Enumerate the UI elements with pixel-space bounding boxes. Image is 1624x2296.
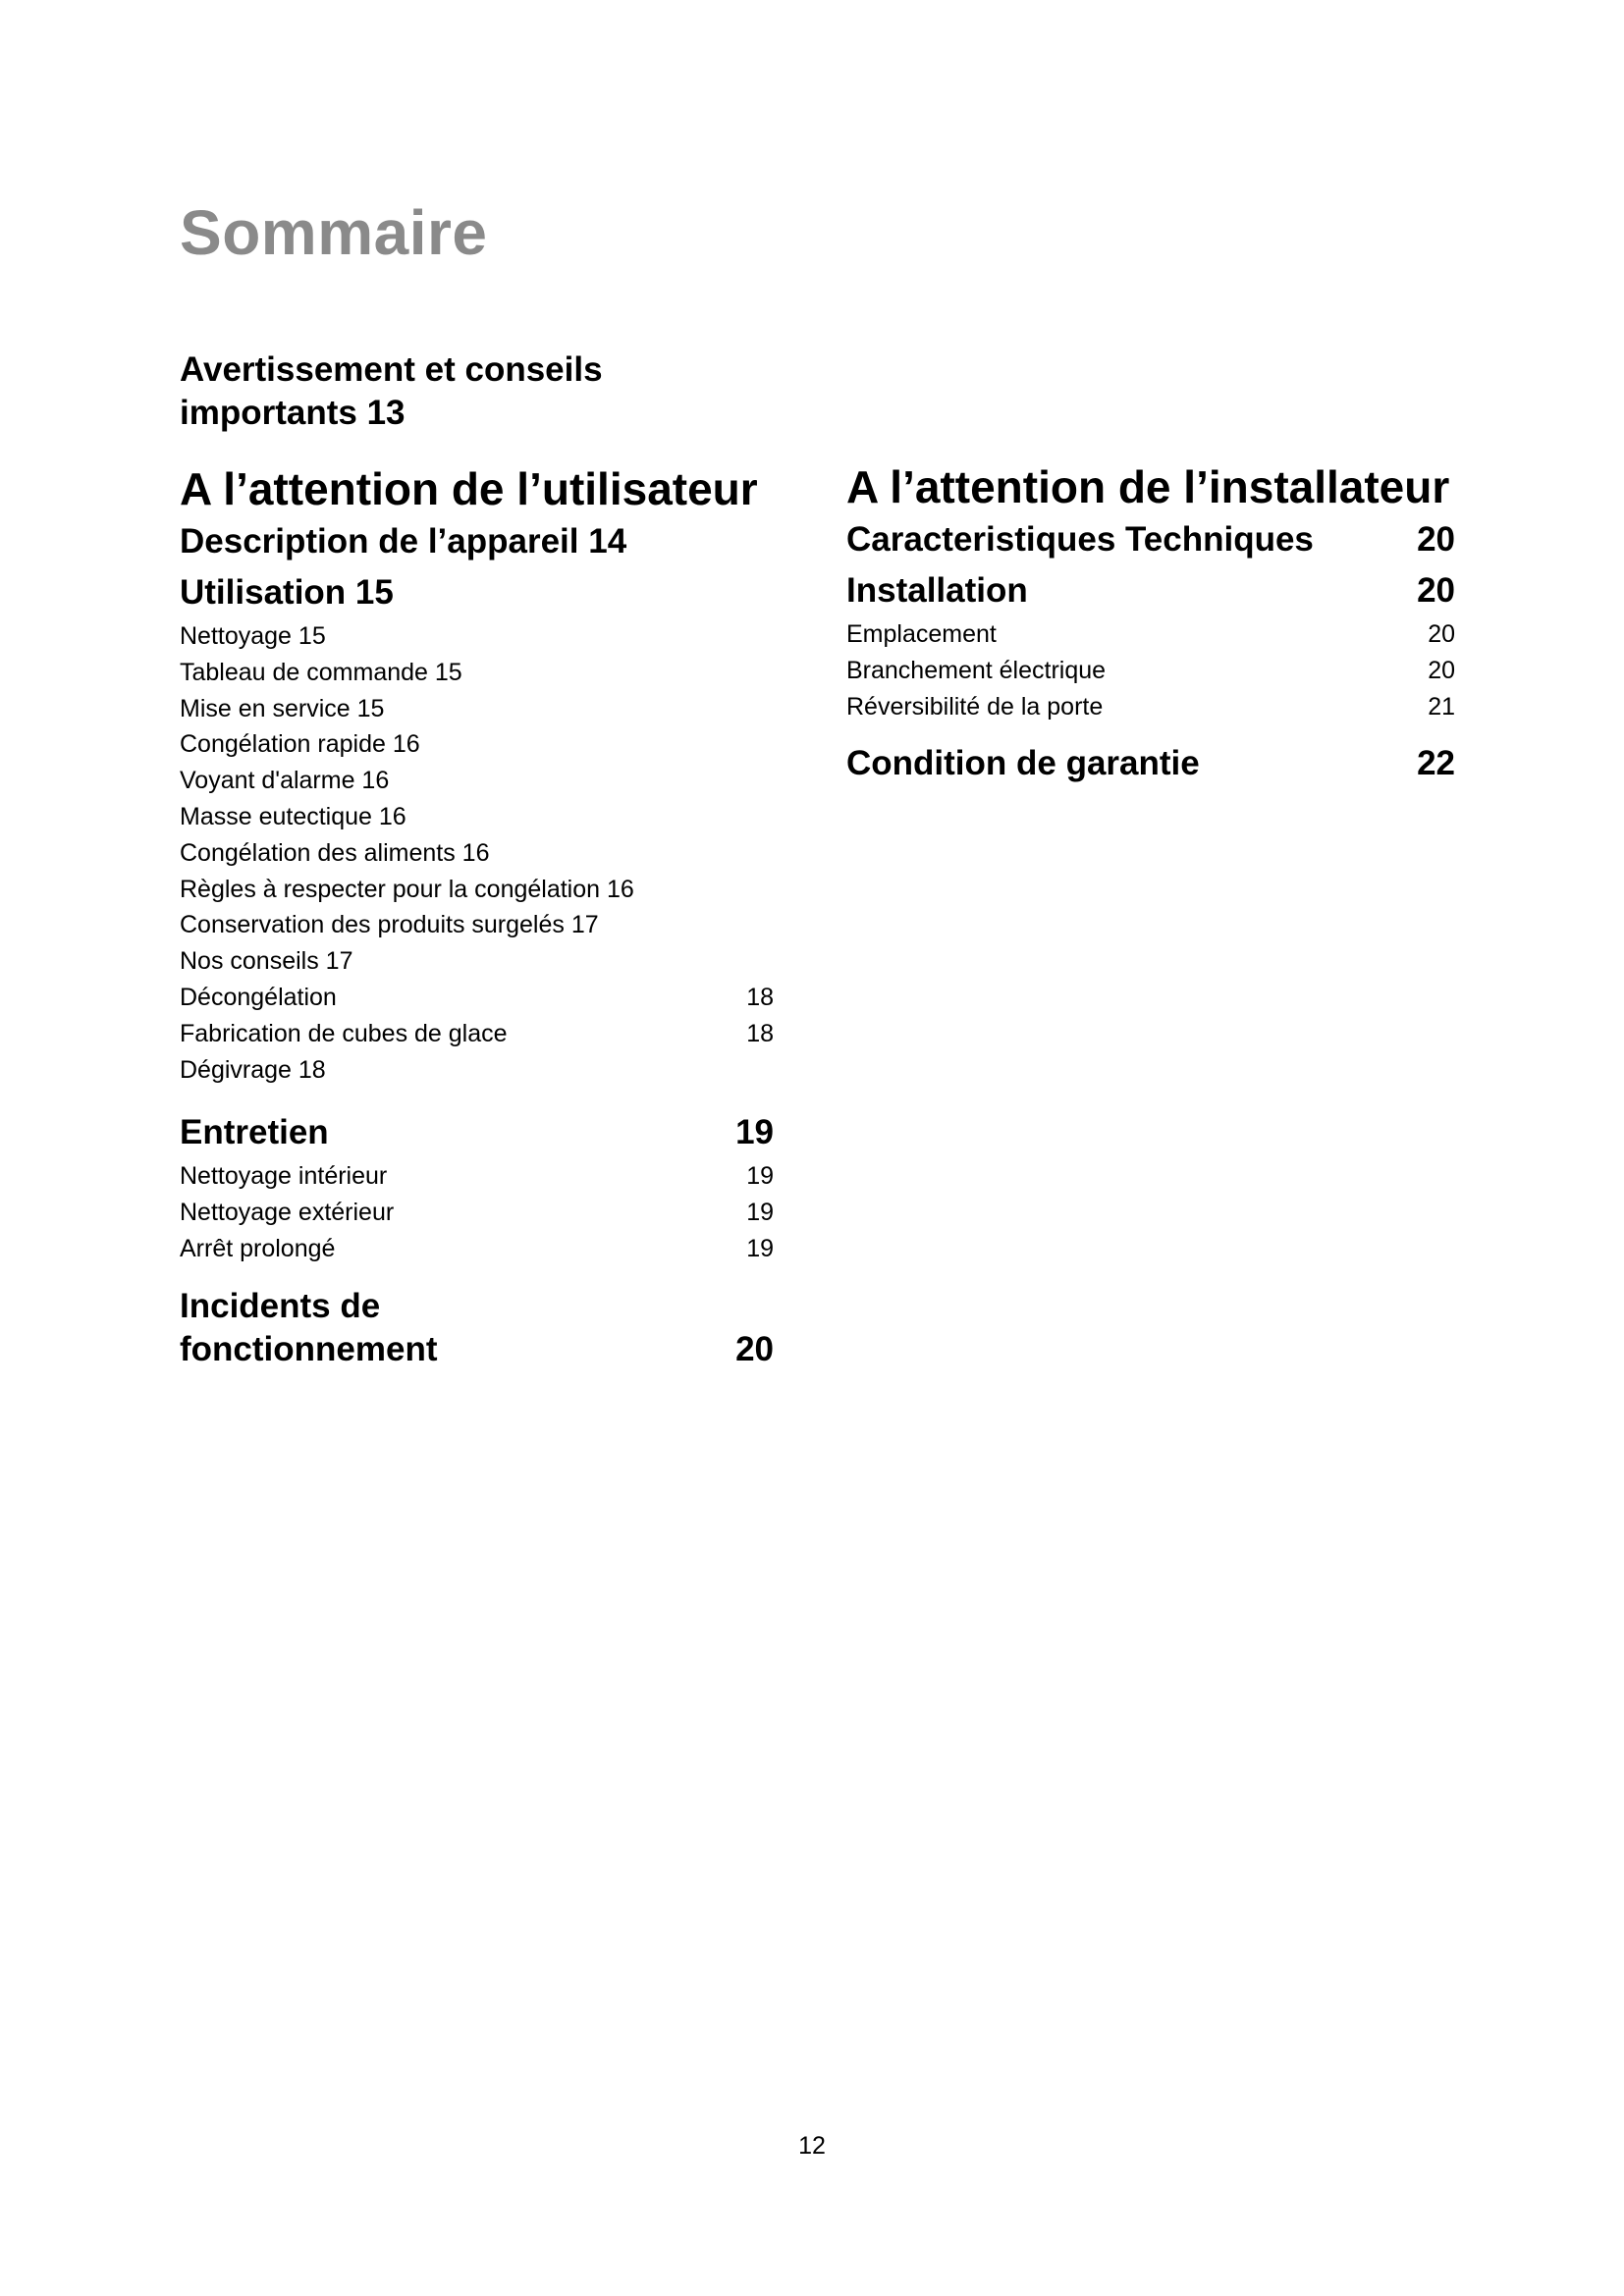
toc-entry-page: 20 [1417,571,1455,610]
toc-subentry[interactable] [180,763,774,799]
toc-entry-garantie[interactable] [846,738,1455,789]
toc-subentry[interactable] [180,691,774,727]
part-heading-installateur: A l’attention de l’installateur [846,461,1450,512]
toc-subentry-page: 19 [746,1199,774,1227]
toc-subentry-page: 18 [746,983,774,1011]
toc-subentry-label: Nettoyage intérieur [180,1162,388,1191]
toc-entry-entretien[interactable] [180,1107,774,1158]
toc-subentry[interactable] [180,835,774,872]
toc-subentry[interactable] [180,1158,774,1195]
toc-list-entretien [180,1158,774,1266]
toc-subentry-label: Fabrication de cubes de glace [180,1019,508,1047]
toc-entry-avertissement[interactable]: Avertissement et conseils importants 13 [180,350,603,432]
toc-subentry-page: 19 [746,1234,774,1262]
toc-entry-page: 20 [1417,520,1455,559]
toc-subentry[interactable] [180,980,774,1016]
toc-subentry[interactable] [180,1231,774,1267]
toc-subentry[interactable] [846,616,1455,653]
toc-subentry-label: Règles à respecter pour la congélation 16 [180,875,634,903]
toc-subentry-label: Congélation des aliments 16 [180,838,490,867]
toc-entry-page: 19 [735,1113,774,1152]
toc-subentry[interactable] [846,689,1455,725]
toc-subentry[interactable] [180,618,774,655]
toc-subentry-label: Décongélation [180,983,337,1011]
toc-subentry-page: 21 [1428,692,1455,721]
toc-subentry[interactable] [180,1052,774,1089]
toc-subentry-label: Tableau de commande 15 [180,658,462,686]
toc-entry-label: Entretien [180,1113,329,1152]
toc-subentry[interactable] [180,726,774,763]
toc-subentry[interactable] [180,907,774,943]
toc-entry-incidents[interactable] [180,1285,774,1371]
toc-subentry-page: 20 [1428,656,1455,684]
toc-entry-label: Incidents de fonctionnement [180,1286,438,1368]
toc-column-utilisateur [180,461,774,1371]
toc-entry-installation[interactable] [846,565,1455,616]
toc-subentry[interactable] [180,943,774,980]
toc-subentry-label: Dégivrage 18 [180,1055,326,1084]
toc-subentry[interactable] [180,799,774,835]
toc-subentry-label: Mise en service 15 [180,694,385,722]
toc-subentry-label: Nettoyage extérieur [180,1199,395,1227]
toc-subentry-label: Branchement électrique [846,656,1107,684]
toc-column-installateur [846,459,1455,789]
toc-subentry[interactable] [180,1195,774,1231]
part-heading-utilisateur: A l’attention de l’utilisateur [180,463,758,514]
toc-subentry[interactable] [180,872,774,908]
toc-entry-label: Caracteristiques Techniques [846,520,1314,559]
toc-subentry[interactable] [180,1016,774,1052]
toc-entry-utilisation[interactable] [180,567,774,618]
toc-subentry-label: Arrêt prolongé [180,1234,336,1262]
toc-entry-page: 20 [735,1329,774,1368]
toc-subentry-page: 18 [746,1019,774,1047]
toc-subentry-label: Conservation des produits surgelés 17 [180,911,599,939]
toc-subentry[interactable] [846,653,1455,689]
toc-subentry-label: Congélation rapide 16 [180,730,420,759]
toc-entry-label: Installation [846,571,1028,610]
toc-subentry-page: 19 [746,1162,774,1191]
toc-subentry-label: Voyant d'alarme 16 [180,767,390,795]
toc-list-utilisation [180,618,774,1088]
toc-subentry-label: Emplacement [846,620,997,648]
toc-subentry-label: Réversibilité de la porte [846,692,1104,721]
toc-subentry[interactable] [180,655,774,691]
toc-list-installation [846,616,1455,724]
toc-entry-label: Utilisation 15 [180,573,394,612]
page-title: Sommaire [180,197,488,268]
toc-entry-description[interactable] [180,516,774,567]
toc-entry-label: Description de l’appareil 14 [180,522,627,561]
toc-subentry-label: Nos conseils 17 [180,947,353,976]
toc-subentry-label: Masse eutectique 16 [180,802,406,830]
toc-subentry-label: Nettoyage 15 [180,622,326,650]
toc-entry-caracteristiques[interactable] [846,514,1455,565]
page-number: 12 [798,2132,826,2160]
toc-entry-label: Condition de garantie [846,744,1200,783]
toc-entry-page: 22 [1417,744,1455,783]
toc-subentry-page: 20 [1428,620,1455,648]
